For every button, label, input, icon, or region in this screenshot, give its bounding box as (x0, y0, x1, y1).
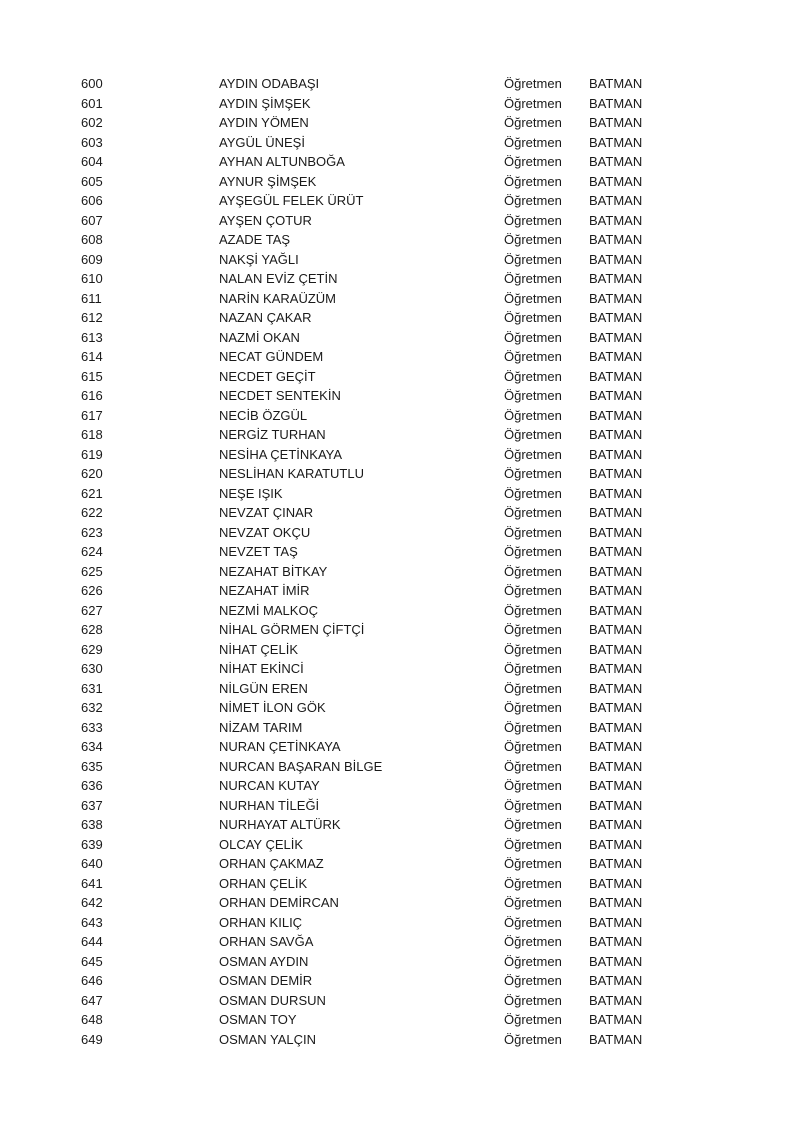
person-name: NESİHA ÇETİNKAYA (219, 446, 343, 462)
city-name: BATMAN (589, 583, 643, 598)
table-row (0, 230, 800, 250)
job-title: Öğretmen (504, 505, 562, 520)
city-name: BATMAN (589, 173, 643, 189)
person-name: OSMAN YALÇIN (219, 1031, 317, 1047)
row-number: 617 (81, 407, 103, 423)
table-row (0, 74, 800, 94)
table-row (0, 874, 800, 894)
row-number: 618 (81, 427, 103, 442)
city-name: BATMAN (589, 232, 643, 247)
row-number: 614 (81, 349, 103, 364)
job-title: Öğretmen (504, 856, 562, 871)
person-name: AYDIN YÖMEN (219, 115, 309, 130)
person-name: NEZAHAT BİTKAY (219, 563, 328, 579)
job-title: Öğretmen (504, 758, 562, 774)
person-name: NURCAN BAŞARAN BİLGE (219, 758, 383, 774)
person-name: AYDIN ŞİMŞEK (219, 95, 311, 111)
city-name: BATMAN (589, 329, 643, 345)
person-name: NİHAT ÇELİK (219, 641, 298, 657)
person-name: AYNUR ŞİMŞEK (219, 173, 317, 189)
table-row (0, 1030, 800, 1050)
city-name: BATMAN (589, 271, 643, 286)
city-name: BATMAN (589, 836, 643, 852)
job-title: Öğretmen (504, 466, 562, 481)
city-name: BATMAN (589, 622, 643, 637)
city-name: BATMAN (589, 505, 643, 520)
job-title: Öğretmen (504, 1031, 562, 1047)
table-row (0, 289, 800, 309)
person-name: NAZMİ OKAN (219, 329, 300, 345)
city-name: BATMAN (589, 641, 643, 657)
job-title: Öğretmen (504, 485, 562, 501)
row-number: 629 (81, 641, 103, 657)
table-row (0, 484, 800, 504)
job-title: Öğretmen (504, 134, 562, 150)
job-title: Öğretmen (504, 115, 562, 130)
city-name: BATMAN (589, 817, 643, 832)
city-name: BATMAN (589, 602, 643, 618)
job-title: Öğretmen (504, 388, 562, 403)
city-name: BATMAN (589, 134, 643, 150)
job-title: Öğretmen (504, 875, 562, 891)
table-row (0, 757, 800, 777)
person-name: NİLGÜN EREN (219, 680, 308, 696)
person-name: AYŞEGÜL FELEK ÜRÜT (219, 193, 364, 208)
table-row (0, 737, 800, 757)
person-name: NECDET GEÇİT (219, 368, 316, 384)
city-name: BATMAN (589, 973, 643, 988)
table-row (0, 152, 800, 172)
row-number: 615 (81, 368, 103, 384)
city-name: BATMAN (589, 115, 643, 130)
row-number: 607 (81, 212, 103, 228)
city-name: BATMAN (589, 875, 643, 891)
person-name: ORHAN ÇAKMAZ (219, 856, 324, 871)
table-row (0, 269, 800, 289)
job-title: Öğretmen (504, 680, 562, 696)
job-title: Öğretmen (504, 739, 562, 754)
job-title: Öğretmen (504, 934, 562, 949)
table-row (0, 94, 800, 114)
row-number: 631 (81, 680, 103, 696)
row-number: 643 (81, 914, 103, 930)
row-number: 604 (81, 154, 103, 169)
city-name: BATMAN (589, 310, 643, 325)
city-name: BATMAN (589, 739, 643, 754)
row-number: 644 (81, 934, 103, 949)
row-number: 613 (81, 329, 103, 345)
person-name: NEZMİ MALKOÇ (219, 602, 318, 618)
person-name: OSMAN AYDIN (219, 953, 309, 969)
city-name: BATMAN (589, 700, 643, 715)
person-name: NEŞE IŞIK (219, 485, 283, 501)
job-title: Öğretmen (504, 251, 562, 267)
job-title: Öğretmen (504, 76, 562, 91)
row-number: 616 (81, 388, 103, 403)
person-name: OSMAN DEMİR (219, 973, 313, 988)
job-title: Öğretmen (504, 563, 562, 579)
table-row (0, 776, 800, 796)
row-number: 625 (81, 563, 103, 579)
job-title: Öğretmen (504, 602, 562, 618)
row-number: 621 (81, 485, 103, 501)
person-name: AYDIN ODABAŞI (219, 76, 320, 91)
job-title: Öğretmen (504, 173, 562, 189)
row-number: 628 (81, 622, 103, 637)
job-title: Öğretmen (504, 973, 562, 988)
table-row (0, 445, 800, 465)
city-name: BATMAN (589, 856, 643, 871)
city-name: BATMAN (589, 544, 643, 559)
person-name: ORHAN SAVĞA (219, 934, 314, 949)
table-row (0, 191, 800, 211)
table-row (0, 347, 800, 367)
row-number: 646 (81, 973, 103, 988)
job-title: Öğretmen (504, 544, 562, 559)
job-title: Öğretmen (504, 622, 562, 637)
city-name: BATMAN (589, 349, 643, 364)
person-name: OSMAN DURSUN (219, 992, 326, 1008)
person-name: ORHAN DEMİRCAN (219, 895, 339, 910)
person-name: NİHAL GÖRMEN ÇİFTÇİ (219, 622, 365, 637)
person-name: NECDET SENTEKİN (219, 388, 341, 403)
city-name: BATMAN (589, 76, 643, 91)
person-name: NURHAYAT ALTÜRK (219, 817, 341, 832)
row-number: 632 (81, 700, 103, 715)
person-name: AZADE TAŞ (219, 232, 291, 247)
person-name: NARİN KARAÜZÜM (219, 290, 337, 306)
row-number: 609 (81, 251, 103, 267)
job-title: Öğretmen (504, 778, 562, 793)
job-title: Öğretmen (504, 154, 562, 169)
city-name: BATMAN (589, 95, 643, 111)
job-title: Öğretmen (504, 232, 562, 247)
person-name: NEVZAT OKÇU (219, 524, 311, 540)
row-number: 611 (81, 290, 102, 306)
job-title: Öğretmen (504, 836, 562, 852)
person-name: NERGİZ TURHAN (219, 427, 326, 442)
person-name: AYŞEN ÇOTUR (219, 212, 312, 228)
city-name: BATMAN (589, 1012, 643, 1027)
city-name: BATMAN (589, 193, 643, 208)
table-row (0, 620, 800, 640)
table-row (0, 133, 800, 153)
city-name: BATMAN (589, 719, 643, 735)
row-number: 630 (81, 661, 103, 676)
table-row (0, 172, 800, 192)
row-number: 649 (81, 1031, 103, 1047)
table-row (0, 425, 800, 445)
person-name: ORHAN KILIÇ (219, 914, 303, 930)
job-title: Öğretmen (504, 446, 562, 462)
row-number: 642 (81, 895, 103, 910)
person-name: NALAN EVİZ ÇETİN (219, 271, 338, 286)
person-name: AYHAN ALTUNBOĞA (219, 154, 345, 169)
job-title: Öğretmen (504, 700, 562, 715)
city-name: BATMAN (589, 992, 643, 1008)
city-name: BATMAN (589, 368, 643, 384)
row-number: 619 (81, 446, 103, 462)
city-name: BATMAN (589, 388, 643, 403)
job-title: Öğretmen (504, 641, 562, 657)
table-row (0, 464, 800, 484)
table-row (0, 640, 800, 660)
job-title: Öğretmen (504, 661, 562, 676)
city-name: BATMAN (589, 251, 643, 267)
table-row (0, 581, 800, 601)
person-name: NİZAM TARIM (219, 719, 303, 735)
row-number: 606 (81, 193, 103, 208)
table-row (0, 367, 800, 387)
job-title: Öğretmen (504, 271, 562, 286)
row-number: 610 (81, 271, 103, 286)
city-name: BATMAN (589, 427, 643, 442)
table-row (0, 406, 800, 426)
row-number: 620 (81, 466, 103, 481)
job-title: Öğretmen (504, 310, 562, 325)
row-number: 600 (81, 76, 103, 91)
table-row (0, 1010, 800, 1030)
row-number: 637 (81, 797, 103, 813)
job-title: Öğretmen (504, 895, 562, 910)
table-row (0, 328, 800, 348)
city-name: BATMAN (589, 290, 643, 306)
table-row (0, 601, 800, 621)
row-number: 608 (81, 232, 103, 247)
person-name: OSMAN TOY (219, 1012, 297, 1027)
job-title: Öğretmen (504, 95, 562, 111)
job-title: Öğretmen (504, 817, 562, 832)
city-name: BATMAN (589, 446, 643, 462)
table-row (0, 971, 800, 991)
person-name: AYGÜL ÜNEŞİ (219, 134, 305, 150)
table-row (0, 913, 800, 933)
row-number: 627 (81, 602, 103, 618)
row-number: 633 (81, 719, 103, 735)
job-title: Öğretmen (504, 1012, 562, 1027)
person-name: NEVZAT ÇINAR (219, 505, 314, 520)
row-number: 648 (81, 1012, 103, 1027)
city-name: BATMAN (589, 934, 643, 949)
row-number: 636 (81, 778, 103, 793)
city-name: BATMAN (589, 154, 643, 169)
city-name: BATMAN (589, 778, 643, 793)
person-name: ORHAN ÇELİK (219, 875, 308, 891)
job-title: Öğretmen (504, 349, 562, 364)
city-name: BATMAN (589, 1031, 643, 1047)
row-number: 638 (81, 817, 103, 832)
person-name: NURHAN TİLEĞİ (219, 797, 320, 813)
city-name: BATMAN (589, 563, 643, 579)
job-title: Öğretmen (504, 583, 562, 598)
table-row (0, 113, 800, 133)
table-row (0, 893, 800, 913)
table-row (0, 659, 800, 679)
table-row (0, 250, 800, 270)
table-row (0, 308, 800, 328)
job-title: Öğretmen (504, 407, 562, 423)
row-number: 640 (81, 856, 103, 871)
table-row (0, 796, 800, 816)
person-name: NESLİHAN KARATUTLU (219, 466, 364, 481)
personnel-list (0, 74, 800, 1049)
person-name: OLCAY ÇELİK (219, 836, 304, 852)
row-number: 612 (81, 310, 103, 325)
row-number: 624 (81, 544, 103, 559)
job-title: Öğretmen (504, 797, 562, 813)
table-row (0, 211, 800, 231)
row-number: 622 (81, 505, 103, 520)
person-name: NEZAHAT İMİR (219, 583, 310, 598)
job-title: Öğretmen (504, 524, 562, 540)
person-name: NİMET İLON GÖK (219, 700, 326, 715)
person-name: NURAN ÇETİNKAYA (219, 739, 341, 754)
city-name: BATMAN (589, 407, 643, 423)
city-name: BATMAN (589, 524, 643, 540)
person-name: NECİB ÖZGÜL (219, 407, 308, 423)
table-row (0, 854, 800, 874)
person-name: NİHAT EKİNCİ (219, 661, 304, 676)
row-number: 634 (81, 739, 103, 754)
table-row (0, 991, 800, 1011)
job-title: Öğretmen (504, 368, 562, 384)
row-number: 641 (81, 875, 103, 891)
person-name: NURCAN KUTAY (219, 778, 320, 793)
table-row (0, 523, 800, 543)
city-name: BATMAN (589, 212, 643, 228)
city-name: BATMAN (589, 680, 643, 696)
job-title: Öğretmen (504, 914, 562, 930)
row-number: 635 (81, 758, 103, 774)
city-name: BATMAN (589, 953, 643, 969)
table-row (0, 952, 800, 972)
city-name: BATMAN (589, 466, 643, 481)
job-title: Öğretmen (504, 212, 562, 228)
job-title: Öğretmen (504, 290, 562, 306)
table-row (0, 562, 800, 582)
row-number: 603 (81, 134, 103, 150)
table-row (0, 815, 800, 835)
row-number: 645 (81, 953, 103, 969)
row-number: 601 (81, 95, 103, 111)
person-name: NAZAN ÇAKAR (219, 310, 312, 325)
job-title: Öğretmen (504, 329, 562, 345)
city-name: BATMAN (589, 485, 643, 501)
table-row (0, 386, 800, 406)
table-row (0, 932, 800, 952)
city-name: BATMAN (589, 661, 643, 676)
city-name: BATMAN (589, 758, 643, 774)
table-row (0, 542, 800, 562)
person-name: NAKŞİ YAĞLI (219, 251, 299, 267)
job-title: Öğretmen (504, 719, 562, 735)
row-number: 602 (81, 115, 103, 130)
person-name: NEVZET TAŞ (219, 544, 298, 559)
row-number: 605 (81, 173, 103, 189)
job-title: Öğretmen (504, 427, 562, 442)
job-title: Öğretmen (504, 992, 562, 1008)
row-number: 626 (81, 583, 103, 598)
table-row (0, 718, 800, 738)
table-row (0, 679, 800, 699)
table-row (0, 698, 800, 718)
job-title: Öğretmen (504, 953, 562, 969)
city-name: BATMAN (589, 797, 643, 813)
job-title: Öğretmen (504, 193, 562, 208)
row-number: 647 (81, 992, 103, 1008)
city-name: BATMAN (589, 895, 643, 910)
table-row (0, 835, 800, 855)
table-row (0, 503, 800, 523)
row-number: 639 (81, 836, 103, 852)
person-name: NECAT GÜNDEM (219, 349, 324, 364)
city-name: BATMAN (589, 914, 643, 930)
row-number: 623 (81, 524, 103, 540)
